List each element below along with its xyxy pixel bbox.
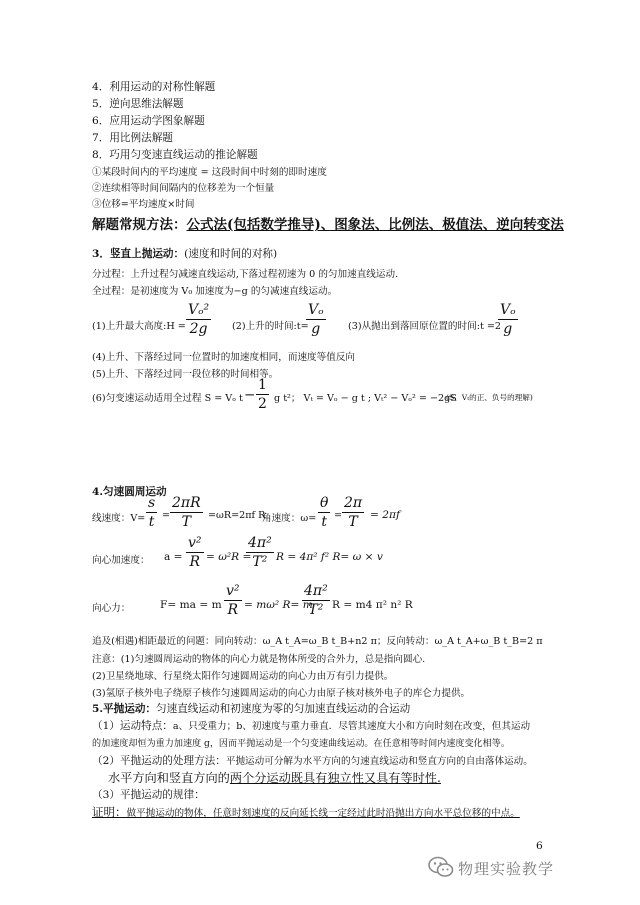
formula-rise-time-label: (2)上升的时间:t= (232, 321, 309, 332)
angular-velocity-fraction-2pi (342, 495, 364, 530)
vertical-throw-line: 分过程：上升过程匀减速直线运动,下落过程初速为 0 的匀加速直线运动. (92, 269, 399, 280)
force-fraction-v2r (224, 583, 242, 618)
formula-rise-time-fraction (306, 302, 326, 337)
projectile-point-2-label: （2）平抛运动的处理方法： (92, 755, 226, 767)
general-methods (92, 213, 564, 233)
section-heading-vertical-throw (92, 246, 277, 261)
fraction-denominator: T² (308, 602, 324, 618)
fraction-denominator: t (148, 514, 155, 530)
method-item: 4．利用运动的对称性解题 (92, 81, 216, 93)
projectile-point-3: （3）平抛运动的规律： (92, 789, 205, 801)
projectile-heading: 5.平抛运动： (92, 703, 157, 715)
centripetal-force-label: 向心力： (92, 603, 131, 614)
projectile-point-2 (92, 753, 533, 768)
fraction-numerator: 4π² (304, 583, 328, 599)
method-item: 5．逆向思维法解题 (92, 98, 184, 110)
centripetal-acceleration-label: 向心加速度： (92, 555, 150, 566)
formula-half-fraction (256, 377, 269, 412)
angular-velocity-label: 角速度：ω= (262, 513, 317, 524)
formula-max-height-label: (1)上升最大高度:H = (92, 321, 186, 332)
fraction-denominator: T (181, 514, 191, 530)
vertical-throw-note: (4)上升、下落经过同一位置时的加速度相同，而速度等值反向 (92, 352, 356, 363)
formula-total-time-label: (3)从抛出到落回原位置的时间:t =2 (348, 321, 501, 332)
fraction-numerator: Vₒ (308, 302, 324, 318)
inference-item: ③位移=平均速度×时间 (92, 199, 195, 210)
formula-displacement-rest: g t²； Vₜ = Vₒ − g t ; Vₜ² − Vₒ² = −2gS (274, 393, 457, 404)
watermark-text: 物理实验教学 (458, 860, 555, 878)
centripetal-force-f: F= ma = m (160, 599, 222, 611)
vertical-throw-heading-note: (速度和时间的对称) (184, 248, 278, 260)
formula-displacement-note: (S、Vₜ的正、负号的理解) (446, 393, 533, 402)
centripetal-acceleration-mid: = ω²R = (206, 551, 252, 563)
projectile-point-1-text: a、只受重力；b、初速度与重力垂直．尽管其速度大小和方向时刻在改变，但其运动 (172, 721, 531, 732)
centripetal-force-tail: R = m4 π² n² R (332, 599, 413, 611)
projectile-heading-line (92, 701, 410, 716)
fraction-numerator: 2πR (172, 495, 201, 511)
projectile-point-2-text: 平抛运动可分解为水平方向的匀速直线运动和竖直方向的自由落体运动。 (225, 756, 533, 767)
inference-item: ②连续相等时间间隔内的位移差为一个恒量 (92, 183, 275, 194)
fraction-denominator: 2 (258, 396, 267, 412)
projectile-point-2-line2-a: 水平方向和竖直方向的 (108, 771, 230, 785)
projectile-proof (92, 804, 520, 820)
page-number: 6 (536, 840, 543, 852)
formula-displacement-minus: − (244, 387, 256, 403)
acceleration-fraction-4pi2t2 (246, 535, 274, 570)
fraction-denominator: g (503, 321, 513, 337)
fraction-denominator: R (189, 554, 201, 570)
projectile-point-1 (92, 718, 530, 733)
fraction-denominator: 2g (189, 321, 208, 337)
fraction-denominator: T² (252, 554, 268, 570)
fraction-numerator: s (148, 495, 156, 511)
formula-displacement-label: (6)匀变速运动适用全过程 S = Vₒ t (92, 393, 243, 404)
circular-heading: 4.匀速圆周运动 (92, 486, 167, 498)
circular-note: (2)卫星绕地球、行星绕太阳作匀速圆周运动的向心力由万有引力提供。 (92, 671, 394, 682)
angular-velocity-fraction-theta (318, 495, 330, 530)
linear-velocity-fraction-2pir (170, 495, 203, 530)
fraction-numerator: θ (320, 495, 329, 511)
general-methods-text: 公式法(包括数学推导)、图象法、比例法、极值法、逆向转变法 (186, 217, 564, 233)
equals-sign: = (334, 510, 343, 521)
projectile-point-1-label: （1）运动特点： (92, 720, 173, 732)
fraction-numerator: Vₒ (500, 302, 516, 318)
projectile-point-2-line2-b: 两个分运动既具有独立性又具有等时性. (229, 771, 441, 785)
fraction-denominator: T (348, 514, 358, 530)
wechat-icon (428, 855, 454, 879)
projectile-heading-desc: 匀速直线运动和初速度为零的匀加速直线运动的合运动 (156, 703, 411, 715)
method-item: 6．应用运动学图象解题 (92, 115, 205, 127)
vertical-throw-line: 全过程：是初速度为 V₀ 加速度为−g 的匀减速直线运动。 (92, 286, 338, 297)
fraction-numerator: v² (226, 583, 240, 599)
meet-condition: 追及(相遇)相距最近的问题：同向转动：ω_A t_A=ω_B t_B+n2 π；反向转动：ω_A t_A+ω_B t_B=2 π (92, 636, 543, 647)
projectile-proof-label: 证明： (92, 805, 127, 819)
circular-note: 注意：(1)匀速圆周运动的物体的向心力就是物体所受的合外力，总是指向圆心. (92, 654, 426, 665)
fraction-numerator: 4π² (248, 535, 272, 551)
centripetal-acceleration-tail: R = 4π² f² R= ω × v (276, 551, 383, 563)
acceleration-fraction-v2r (186, 535, 204, 570)
fraction-denominator: g (311, 321, 321, 337)
fraction-numerator: 2π (344, 495, 363, 511)
general-methods-label: 解题常规方法： (92, 217, 187, 233)
projectile-proof-text: 做平抛运动的物体，任意时刻速度的反向延长线一定经过此时沿抛出方向水平总位移的中点。 (126, 808, 520, 819)
fraction-numerator: 1 (258, 377, 267, 393)
method-item: 8．巧用匀变速直线运动的推论解题 (92, 149, 258, 161)
force-fraction-4pi2t2 (302, 583, 330, 618)
formula-max-height-fraction (186, 302, 211, 337)
vertical-throw-note: (5)上升、下落经过同一段位移的时间相等。 (92, 369, 279, 380)
centripetal-force-mid: = mω² R= m (244, 599, 313, 611)
linear-velocity-label: 线速度：V= (92, 513, 146, 524)
angular-velocity-tail: = 2πf (370, 509, 400, 521)
formula-total-time-fraction (498, 302, 518, 337)
equals-sign: = (162, 510, 171, 521)
inference-item: ①某段时间内的平均速度 = 这段时间中时刻的即时速度 (92, 167, 327, 178)
method-item: 7．用比例法解题 (92, 132, 173, 144)
fraction-numerator: Vₒ² (188, 302, 210, 318)
projectile-point-2-line2 (108, 769, 441, 786)
fraction-numerator: v² (188, 535, 202, 551)
linear-velocity-tail: =ωR=2πf R (208, 510, 266, 521)
vertical-throw-heading: 3．竖直上抛运动： (92, 248, 185, 260)
linear-velocity-fraction-s (146, 495, 157, 530)
circular-note: (3)氢原子核外电子绕原子核作匀速圆周运动的向心力由原子核对核外电子的库仑力提供。 (92, 688, 471, 699)
fraction-denominator: t (321, 514, 328, 530)
fraction-denominator: R (227, 602, 239, 618)
projectile-point-1-continued: 的加速度却恒为重力加速度 g，因而平抛运动是一个匀变速曲线运动。在任意相等时间内速度变化相等。 (92, 739, 510, 749)
centripetal-acceleration-a: a = (164, 551, 183, 563)
